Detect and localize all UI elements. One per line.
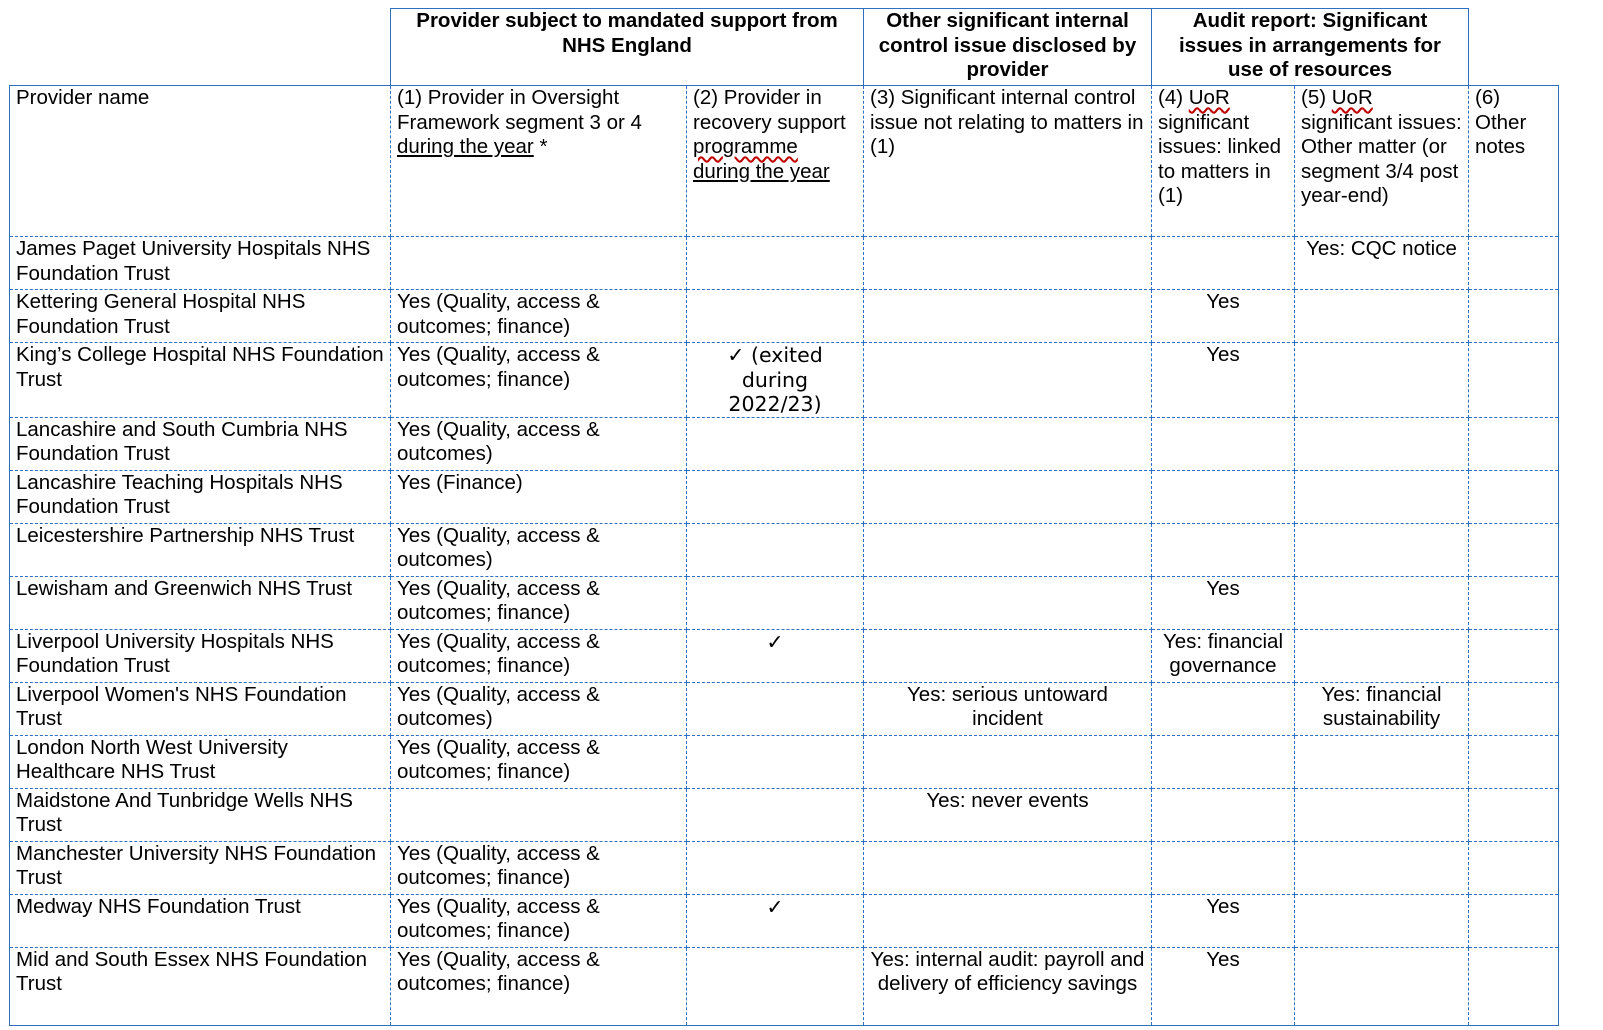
blank-corner — [10, 9, 391, 86]
table-row — [10, 894, 1559, 947]
table-row — [10, 841, 1559, 894]
uor-other-cell — [1295, 841, 1469, 894]
oversight-segment-cell: Yes (Quality, access & outcomes; finance) — [391, 290, 687, 343]
col2-spellcheck-word: programme — [693, 135, 798, 158]
uor-other-cell — [1295, 947, 1469, 1025]
internal-control-cell — [864, 417, 1152, 470]
col5-spellcheck-word: UoR — [1331, 86, 1373, 109]
other-notes-cell — [1469, 947, 1559, 1025]
recovery-support-cell — [687, 788, 864, 841]
col-header-uor-linked — [1152, 86, 1295, 237]
recovery-support-cell — [687, 682, 864, 735]
table-row — [10, 290, 1559, 343]
table-row — [10, 629, 1559, 682]
provider-name-cell: Lancashire Teaching Hospitals NHS Foundation Trust — [10, 470, 391, 523]
col1-underlined: during the year — [397, 135, 534, 158]
uor-linked-cell: Yes — [1152, 343, 1295, 418]
col-header-other-notes: (6) Other notes — [1469, 86, 1559, 237]
group-header-audit: Audit report: Significant issues in arrangements for use of resources — [1152, 9, 1469, 86]
provider-name-cell: Medway NHS Foundation Trust — [10, 894, 391, 947]
oversight-segment-cell: Yes (Quality, access & outcomes; finance) — [391, 735, 687, 788]
uor-linked-cell: Yes — [1152, 576, 1295, 629]
oversight-segment-cell: Yes (Finance) — [391, 470, 687, 523]
uor-other-cell — [1295, 523, 1469, 576]
group-header-other-control: Other significant internal control issue disclosed by provider — [864, 9, 1152, 86]
group-header-mandated: Provider subject to mandated support from NHS England — [391, 9, 864, 86]
other-notes-cell — [1469, 788, 1559, 841]
uor-other-cell — [1295, 576, 1469, 629]
other-notes-cell — [1469, 470, 1559, 523]
internal-control-cell — [864, 841, 1152, 894]
internal-control-cell — [864, 735, 1152, 788]
other-notes-cell — [1469, 894, 1559, 947]
table-row — [10, 947, 1559, 1025]
oversight-segment-cell: Yes (Quality, access & outcomes; finance) — [391, 576, 687, 629]
oversight-segment-cell: Yes (Quality, access & outcomes; finance) — [391, 629, 687, 682]
provider-name-cell: James Paget University Hospitals NHS Foundation Trust — [10, 237, 391, 290]
table-row — [10, 343, 1559, 418]
uor-linked-cell: Yes — [1152, 894, 1295, 947]
uor-other-cell — [1295, 735, 1469, 788]
oversight-segment-cell: Yes (Quality, access & outcomes; finance) — [391, 894, 687, 947]
internal-control-cell: Yes: internal audit: payroll and delivery of efficiency savings — [864, 947, 1152, 1025]
recovery-support-cell — [687, 735, 864, 788]
table-body — [10, 237, 1559, 1026]
internal-control-cell — [864, 576, 1152, 629]
internal-control-cell — [864, 290, 1152, 343]
col-header-oversight-segment — [391, 86, 687, 237]
recovery-support-cell — [687, 576, 864, 629]
oversight-segment-cell: Yes (Quality, access & outcomes; finance) — [391, 841, 687, 894]
other-notes-cell — [1469, 290, 1559, 343]
table-row — [10, 237, 1559, 290]
recovery-support-cell — [687, 237, 864, 290]
uor-other-cell: Yes: financial sustainability — [1295, 682, 1469, 735]
uor-linked-cell — [1152, 237, 1295, 290]
group-header-row — [10, 9, 1559, 86]
table-row — [10, 576, 1559, 629]
col-header-uor-other — [1295, 86, 1469, 237]
col4-text: (4) — [1158, 86, 1189, 109]
col5-text-rest: significant issues: Other matter (or segment 3/4 post year-end) — [1301, 110, 1462, 207]
col1-asterisk: * — [533, 135, 548, 158]
provider-name-cell: Maidstone And Tunbridge Wells NHS Trust — [10, 788, 391, 841]
recovery-support-cell — [687, 841, 864, 894]
provider-name-cell: Manchester University NHS Foundation Trust — [10, 841, 391, 894]
uor-linked-cell — [1152, 523, 1295, 576]
uor-linked-cell — [1152, 417, 1295, 470]
other-notes-cell — [1469, 841, 1559, 894]
uor-other-cell: Yes: CQC notice — [1295, 237, 1469, 290]
col-header-internal-control: (3) Significant internal control issue not relating to matters in (1) — [864, 86, 1152, 237]
col1-text: (1) Provider in Oversight Framework segment 3 or 4 — [397, 86, 642, 134]
internal-control-cell — [864, 523, 1152, 576]
table-row — [10, 788, 1559, 841]
recovery-support-cell: ✓ — [687, 894, 864, 947]
provider-name-cell: London North West University Healthcare NHS Trust — [10, 735, 391, 788]
provider-name-cell: Kettering General Hospital NHS Foundation Trust — [10, 290, 391, 343]
provider-name-cell: Leicestershire Partnership NHS Trust — [10, 523, 391, 576]
internal-control-cell — [864, 237, 1152, 290]
provider-name-cell: King’s College Hospital NHS Foundation Trust — [10, 343, 391, 418]
uor-other-cell — [1295, 894, 1469, 947]
col-header-provider-name: Provider name — [10, 86, 391, 237]
provider-issues-table — [9, 8, 1559, 1026]
uor-linked-cell: Yes — [1152, 290, 1295, 343]
other-notes-cell — [1469, 682, 1559, 735]
other-notes-cell — [1469, 523, 1559, 576]
oversight-segment-cell: Yes (Quality, access & outcomes) — [391, 417, 687, 470]
table-row — [10, 523, 1559, 576]
uor-linked-cell — [1152, 735, 1295, 788]
oversight-segment-cell — [391, 237, 687, 290]
recovery-support-cell — [687, 470, 864, 523]
col4-spellcheck-word: UoR — [1188, 86, 1230, 109]
uor-linked-cell — [1152, 470, 1295, 523]
oversight-segment-cell: Yes (Quality, access & outcomes; finance) — [391, 343, 687, 418]
recovery-support-cell — [687, 417, 864, 470]
provider-name-cell: Lancashire and South Cumbria NHS Foundation Trust — [10, 417, 391, 470]
internal-control-cell: Yes: never events — [864, 788, 1152, 841]
other-notes-cell — [1469, 237, 1559, 290]
internal-control-cell — [864, 629, 1152, 682]
provider-name-cell: Mid and South Essex NHS Foundation Trust — [10, 947, 391, 1025]
column-header-row — [10, 86, 1559, 237]
uor-linked-cell — [1152, 682, 1295, 735]
recovery-support-cell: ✓ — [687, 629, 864, 682]
table-row — [10, 682, 1559, 735]
recovery-support-cell: ✓ (exited during 2022/23) — [687, 343, 864, 418]
internal-control-cell — [864, 470, 1152, 523]
other-notes-cell — [1469, 576, 1559, 629]
col4-text-rest: significant issues: linked to matters in (1) — [1158, 110, 1282, 207]
uor-other-cell — [1295, 629, 1469, 682]
table-row — [10, 417, 1559, 470]
oversight-segment-cell — [391, 788, 687, 841]
recovery-support-cell — [687, 523, 864, 576]
provider-name-cell: Liverpool Women's NHS Foundation Trust — [10, 682, 391, 735]
provider-name-cell: Lewisham and Greenwich NHS Trust — [10, 576, 391, 629]
uor-linked-cell: Yes — [1152, 947, 1295, 1025]
other-notes-cell — [1469, 417, 1559, 470]
internal-control-cell — [864, 343, 1152, 418]
oversight-segment-cell: Yes (Quality, access & outcomes) — [391, 523, 687, 576]
blank-corner-right — [1469, 9, 1559, 86]
col2-text: (2) Provider in recovery support — [693, 86, 846, 134]
uor-other-cell — [1295, 417, 1469, 470]
other-notes-cell — [1469, 343, 1559, 418]
oversight-segment-cell: Yes (Quality, access & outcomes) — [391, 682, 687, 735]
other-notes-cell — [1469, 735, 1559, 788]
uor-other-cell — [1295, 470, 1469, 523]
uor-other-cell — [1295, 788, 1469, 841]
other-notes-cell — [1469, 629, 1559, 682]
internal-control-cell — [864, 894, 1152, 947]
col-header-recovery-support — [687, 86, 864, 237]
uor-linked-cell: Yes: financial governance — [1152, 629, 1295, 682]
uor-other-cell — [1295, 343, 1469, 418]
oversight-segment-cell: Yes (Quality, access & outcomes; finance) — [391, 947, 687, 1025]
uor-linked-cell — [1152, 788, 1295, 841]
provider-name-cell: Liverpool University Hospitals NHS Foundation Trust — [10, 629, 391, 682]
recovery-support-cell — [687, 947, 864, 1025]
uor-other-cell — [1295, 290, 1469, 343]
table-row — [10, 470, 1559, 523]
col5-text: (5) — [1301, 86, 1332, 109]
internal-control-cell: Yes: serious untoward incident — [864, 682, 1152, 735]
uor-linked-cell — [1152, 841, 1295, 894]
table-row — [10, 735, 1559, 788]
recovery-support-cell — [687, 290, 864, 343]
col2-underlined: during the year — [693, 159, 830, 183]
